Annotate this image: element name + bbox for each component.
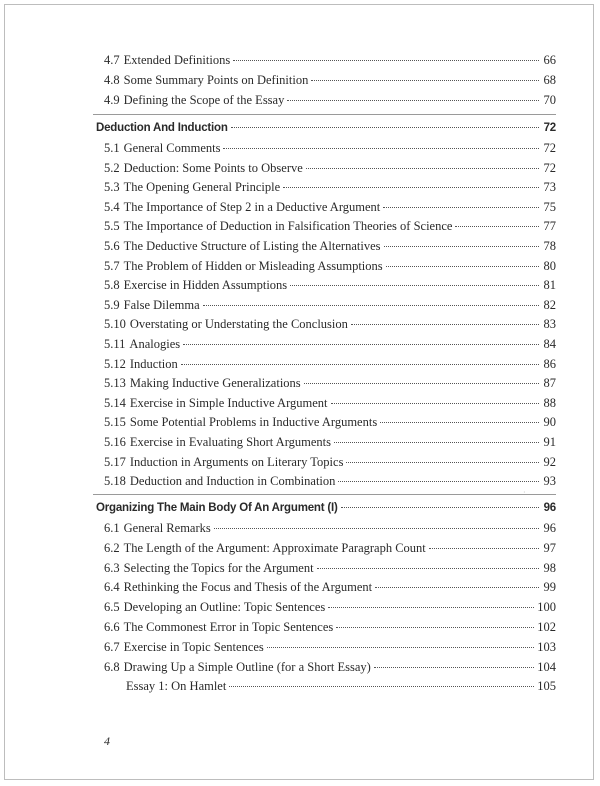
entry-page: 96 (543, 521, 556, 535)
section-divider (93, 114, 556, 115)
entry-page: 80 (543, 258, 556, 273)
entry-number: 4.9 (104, 93, 120, 107)
entry-title: The Importance of Step 2 in a Deductive Argument (123, 199, 381, 214)
entry-page: 78 (543, 239, 556, 253)
entry-number: 6.8 (104, 659, 120, 674)
entry-page: 84 (543, 337, 556, 351)
entry-number: 5.6 (104, 239, 120, 253)
toc-entry[interactable] (104, 336, 556, 352)
dot-leader (231, 127, 539, 128)
dot-leader (338, 481, 539, 482)
entry-number: 5.18 (104, 474, 126, 489)
dot-leader (283, 187, 539, 188)
toc-entry[interactable] (104, 520, 556, 536)
entry-number: 5.11 (104, 337, 126, 351)
toc-entry[interactable] (104, 160, 556, 176)
section-page: 72 (543, 122, 556, 134)
entry-title: Essay 1: On Hamlet (126, 679, 227, 693)
entry-number: 6.4 (104, 580, 120, 595)
entry-title: Selecting the Topics for the Argument (123, 560, 314, 575)
entry-title: The Opening General Principle (123, 180, 281, 195)
toc-entry[interactable] (104, 218, 556, 234)
dot-leader (336, 627, 534, 628)
entry-page: 88 (543, 395, 556, 410)
toc-entry[interactable] (104, 356, 556, 372)
toc-entry[interactable] (104, 72, 556, 88)
entry-page: 91 (543, 435, 556, 449)
toc-entry[interactable] (104, 414, 556, 430)
entry-title: Rethinking the Focus and Thesis of the Argument (123, 580, 373, 595)
entry-page: 99 (543, 580, 556, 595)
dot-leader (334, 442, 539, 443)
dot-leader (351, 324, 539, 325)
toc-entry[interactable] (104, 92, 556, 108)
entry-page: 77 (543, 219, 556, 234)
toc-entry[interactable] (104, 599, 556, 615)
page-number: 4 (104, 734, 110, 748)
entry-title: Exercise in Simple Inductive Argument (129, 395, 328, 410)
section-heading-organizing-main-body[interactable] (96, 500, 556, 516)
dot-leader (306, 168, 539, 169)
entry-page: 105 (537, 679, 556, 693)
toc-entry[interactable] (104, 52, 556, 68)
entry-number: 5.2 (104, 160, 120, 175)
entry-number: 6.6 (104, 620, 120, 634)
entry-title: Exercise in Evaluating Short Arguments (129, 435, 331, 449)
entry-title: Deduction and Induction in Combination (129, 474, 336, 489)
entry-page: 90 (543, 415, 556, 430)
entry-number: 5.16 (104, 435, 126, 449)
section-divider (93, 494, 556, 495)
dot-leader (331, 403, 539, 404)
section-title: Deduction And Induction (96, 122, 228, 134)
dot-leader (223, 148, 539, 149)
entry-title: Some Summary Points on Definition (123, 73, 309, 87)
entry-page: 72 (543, 160, 556, 175)
entry-title: Making Inductive Generalizations (129, 376, 301, 391)
entry-number: 5.7 (104, 258, 120, 273)
dot-leader (328, 607, 534, 608)
entry-page: 104 (537, 659, 556, 674)
entry-page: 97 (543, 540, 556, 555)
entry-title: The Commonest Error in Topic Sentences (123, 620, 334, 634)
entry-number: 5.14 (104, 395, 126, 410)
entry-number: 5.15 (104, 415, 126, 430)
toc-entry[interactable] (104, 454, 556, 470)
dot-leader (229, 686, 534, 687)
entry-title: The Deductive Structure of Listing the Alternatives (123, 239, 381, 253)
entry-title: Exercise in Topic Sentences (123, 639, 264, 654)
dot-leader (214, 528, 539, 529)
entry-title: Induction (129, 356, 178, 371)
dot-leader (317, 568, 539, 569)
toc-entry[interactable] (104, 395, 556, 411)
entry-page: 73 (543, 180, 556, 195)
entry-title: The Importance of Deduction in Falsification Theories of Science (123, 219, 453, 234)
dot-leader (203, 305, 539, 306)
entry-number: 5.3 (104, 180, 120, 195)
entry-number: 4.8 (104, 73, 120, 87)
entry-number: 5.10 (104, 317, 126, 332)
entry-number: 6.7 (104, 639, 120, 654)
entry-title: Developing an Outline: Topic Sentences (123, 600, 326, 615)
toc-entry[interactable] (104, 473, 556, 489)
entry-number: 5.17 (104, 454, 126, 469)
entry-title: Exercise in Hidden Assumptions (123, 278, 288, 293)
toc-entry[interactable] (104, 659, 556, 675)
dot-leader (386, 266, 539, 267)
section-heading-deduction-induction[interactable] (96, 120, 556, 136)
dot-leader (455, 226, 539, 227)
entry-page: 66 (543, 53, 556, 67)
scan-mark: · (523, 488, 526, 497)
toc-entry-essay[interactable] (126, 678, 556, 694)
toc-entry[interactable] (104, 316, 556, 332)
dot-leader (374, 667, 534, 668)
entry-page: 87 (543, 376, 556, 391)
entry-page: 92 (543, 454, 556, 469)
entry-page: 100 (537, 600, 556, 615)
toc-entry[interactable] (104, 434, 556, 450)
dot-leader (384, 246, 540, 247)
dot-leader (183, 344, 539, 345)
toc-entry[interactable] (104, 179, 556, 195)
entry-number: 5.5 (104, 219, 120, 234)
entry-title: False Dilemma (123, 297, 200, 312)
entry-page: 70 (543, 93, 556, 107)
entry-title: The Length of the Argument: Approximate Paragraph Count (123, 540, 426, 555)
dot-leader (311, 80, 539, 81)
dot-leader (346, 462, 539, 463)
entry-number: 6.2 (104, 540, 120, 555)
entry-title: General Remarks (123, 521, 211, 535)
entry-page: 68 (543, 73, 556, 87)
entry-title: General Comments (123, 141, 221, 155)
dot-leader (429, 548, 539, 549)
dot-leader (287, 100, 539, 101)
entry-number: 5.4 (104, 199, 120, 214)
dot-leader (267, 647, 534, 648)
entry-title: Some Potential Problems in Inductive Arguments (129, 415, 378, 430)
entry-number: 6.1 (104, 521, 120, 535)
entry-title: Induction in Arguments on Literary Topics (129, 454, 344, 469)
entry-title: Deduction: Some Points to Observe (123, 160, 303, 175)
entry-title: Drawing Up a Simple Outline (for a Short Essay) (123, 659, 371, 674)
entry-page: 93 (543, 474, 556, 489)
entry-number: 5.13 (104, 376, 126, 391)
toc-entry[interactable] (104, 238, 556, 254)
entry-number: 5.12 (104, 356, 126, 371)
entry-title: Defining the Scope of the Essay (123, 93, 285, 107)
dot-leader (341, 507, 539, 508)
entry-number: 5.8 (104, 278, 120, 293)
section-title: Organizing The Main Body Of An Argument (I) (96, 502, 338, 514)
toc-entry[interactable] (104, 140, 556, 156)
entry-page: 102 (537, 620, 556, 634)
dot-leader (380, 422, 539, 423)
entry-page: 72 (543, 141, 556, 155)
entry-title: Analogies (129, 337, 181, 351)
entry-number: 6.3 (104, 560, 120, 575)
toc-entry[interactable] (104, 619, 556, 635)
toc-entry[interactable] (104, 375, 556, 391)
entry-number: 5.1 (104, 141, 120, 155)
dot-leader (383, 207, 539, 208)
entry-page: 86 (543, 356, 556, 371)
toc-entry[interactable] (104, 579, 556, 595)
toc-entry[interactable] (104, 258, 556, 274)
entry-title: Overstating or Understating the Conclusion (129, 317, 348, 332)
toc-entry[interactable] (104, 560, 556, 576)
entry-number: 4.7 (104, 53, 120, 67)
toc-entry[interactable] (104, 540, 556, 556)
entry-page: 82 (543, 297, 556, 312)
section-page: 96 (543, 502, 556, 514)
dot-leader (375, 587, 539, 588)
dot-leader (290, 285, 539, 286)
entry-page: 75 (543, 199, 556, 214)
toc-entry[interactable] (104, 639, 556, 655)
entry-title: Extended Definitions (123, 53, 231, 67)
toc-entry[interactable] (104, 277, 556, 293)
toc-entry[interactable] (104, 297, 556, 313)
dot-leader (304, 383, 539, 384)
dot-leader (233, 60, 539, 61)
entry-number: 5.9 (104, 297, 120, 312)
entry-page: 83 (543, 317, 556, 332)
dot-leader (181, 364, 539, 365)
entry-page: 103 (537, 639, 556, 654)
entry-page: 98 (543, 560, 556, 575)
entry-page: 81 (543, 278, 556, 293)
toc-entry[interactable] (104, 199, 556, 215)
entry-title: The Problem of Hidden or Misleading Assumptions (123, 258, 383, 273)
entry-number: 6.5 (104, 600, 120, 615)
